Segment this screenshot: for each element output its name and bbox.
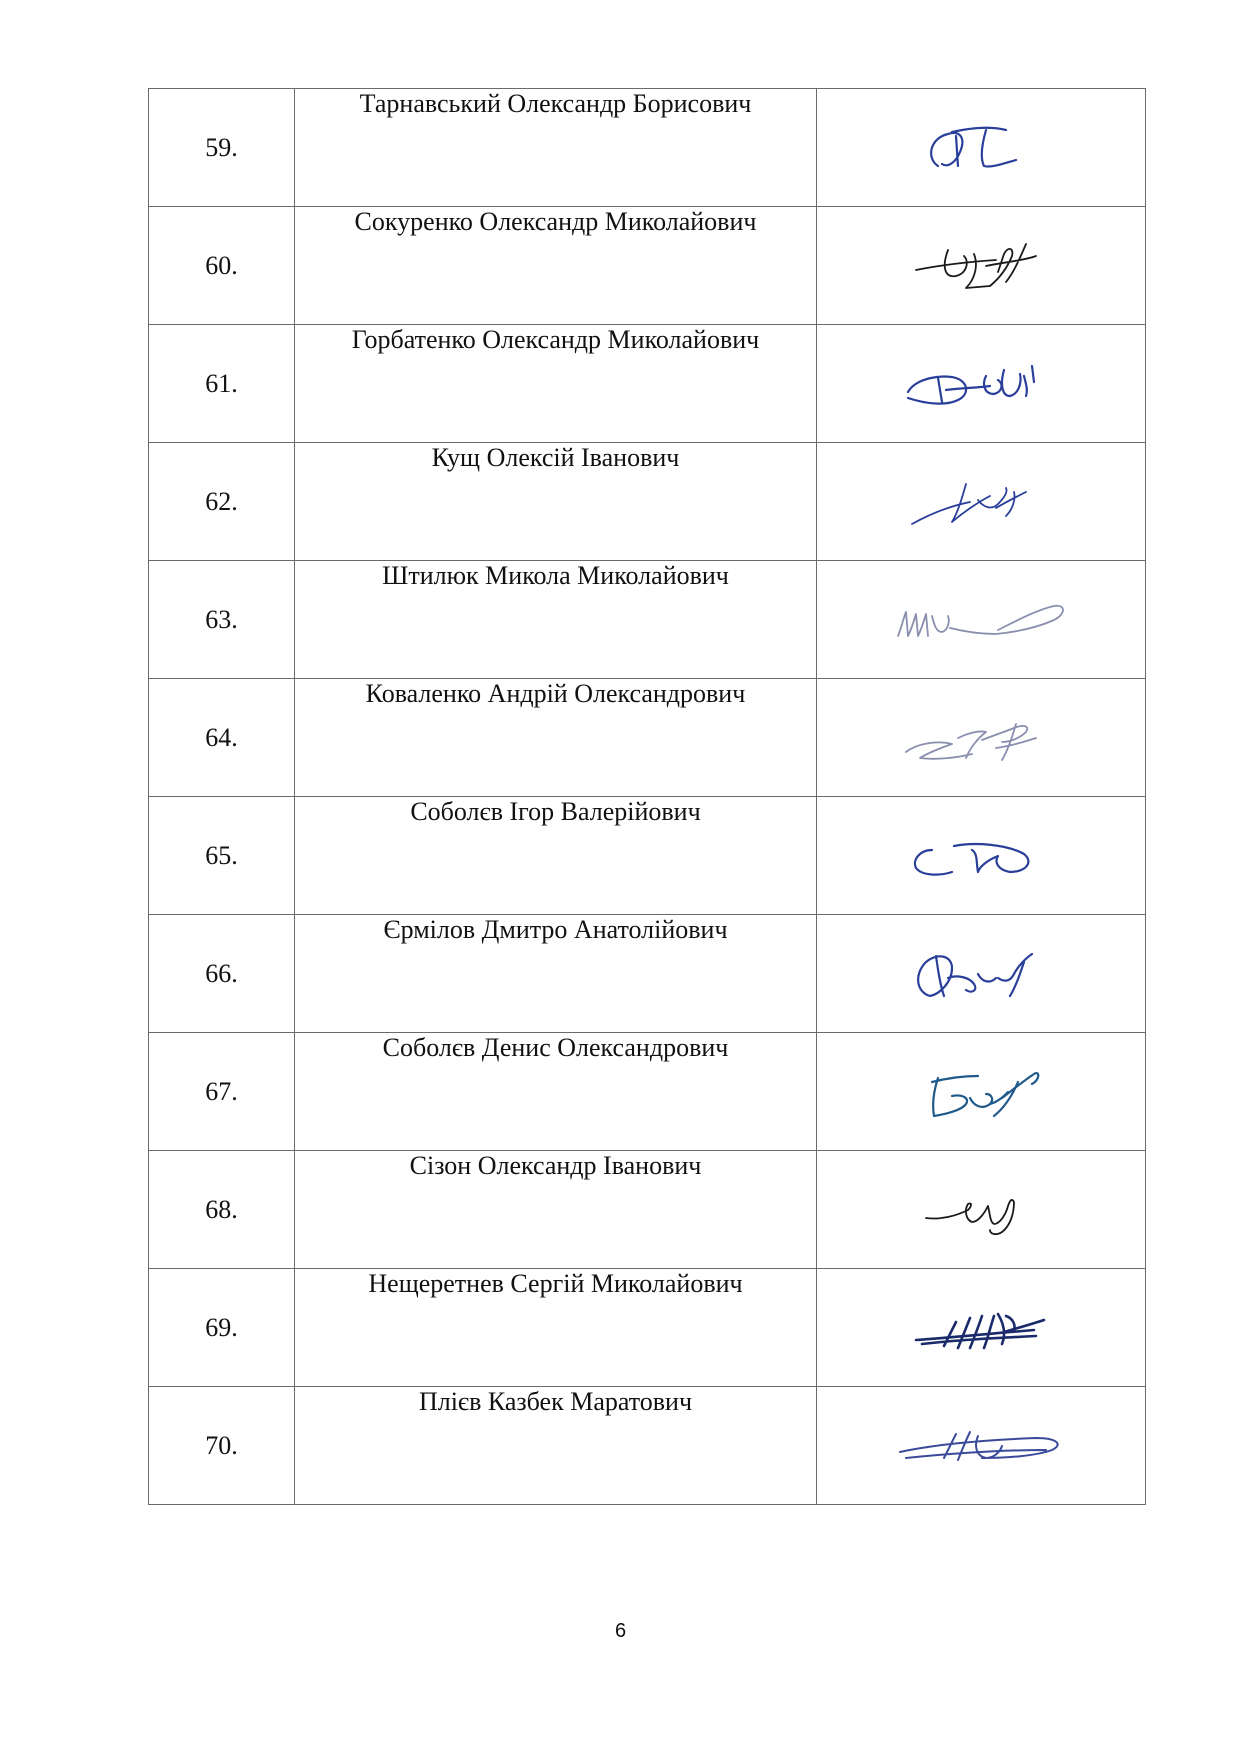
signature-cell (817, 1033, 1146, 1151)
person-name: Кущ Олексій Іванович (295, 443, 817, 561)
row-number: 68. (149, 1151, 295, 1269)
table-row (149, 1033, 1146, 1151)
row-number: 61. (149, 325, 295, 443)
table-row (149, 915, 1146, 1033)
handwritten-signature (886, 934, 1076, 1014)
handwritten-signature (886, 698, 1076, 778)
handwritten-signature (886, 580, 1076, 660)
person-name: Сокуренко Олександр Миколайович (295, 207, 817, 325)
handwritten-signature (886, 108, 1076, 188)
person-name: Тарнавський Олександр Борисович (295, 89, 817, 207)
person-name: Соболєв Денис Олександрович (295, 1033, 817, 1151)
person-name: Коваленко Андрій Олександрович (295, 679, 817, 797)
row-number: 67. (149, 1033, 295, 1151)
signature-cell (817, 1387, 1146, 1505)
page-number: 6 (614, 1620, 627, 1642)
row-number: 60. (149, 207, 295, 325)
handwritten-signature (886, 816, 1076, 896)
signature-cell (817, 443, 1146, 561)
signature-cell (817, 561, 1146, 679)
person-name: Єрмілов Дмитро Анатолійович (295, 915, 817, 1033)
table-row (149, 89, 1146, 207)
signature-cell (817, 1151, 1146, 1269)
signature-cell (817, 797, 1146, 915)
signature-cell (817, 679, 1146, 797)
signature-cell (817, 1269, 1146, 1387)
person-name: Нещеретнев Сергій Миколайович (295, 1269, 817, 1387)
table-row (149, 325, 1146, 443)
signature-cell (817, 207, 1146, 325)
person-name: Сізон Олександр Іванович (295, 1151, 817, 1269)
table-row (149, 1387, 1146, 1505)
row-number: 62. (149, 443, 295, 561)
person-name: Плієв Казбек Маратович (295, 1387, 817, 1505)
row-number: 63. (149, 561, 295, 679)
table-row (149, 1269, 1146, 1387)
row-number: 59. (149, 89, 295, 207)
signature-cell (817, 325, 1146, 443)
row-number: 65. (149, 797, 295, 915)
handwritten-signature (886, 1170, 1076, 1250)
person-name: Соболєв Ігор Валерійович (295, 797, 817, 915)
handwritten-signature (886, 344, 1076, 424)
handwritten-signature (886, 1052, 1076, 1132)
table-row (149, 797, 1146, 915)
handwritten-signature (886, 1406, 1076, 1486)
signature-table (148, 88, 1146, 1505)
signature-cell (817, 89, 1146, 207)
signature-cell (817, 915, 1146, 1033)
row-number: 69. (149, 1269, 295, 1387)
handwritten-signature (886, 462, 1076, 542)
table-row (149, 1151, 1146, 1269)
table-row (149, 679, 1146, 797)
row-number: 70. (149, 1387, 295, 1505)
table-row (149, 561, 1146, 679)
row-number: 64. (149, 679, 295, 797)
row-number: 66. (149, 915, 295, 1033)
handwritten-signature (886, 226, 1076, 306)
person-name: Штилюк Микола Миколайович (295, 561, 817, 679)
table-row (149, 207, 1146, 325)
handwritten-signature (886, 1288, 1076, 1368)
person-name: Горбатенко Олександр Миколайович (295, 325, 817, 443)
table-row (149, 443, 1146, 561)
